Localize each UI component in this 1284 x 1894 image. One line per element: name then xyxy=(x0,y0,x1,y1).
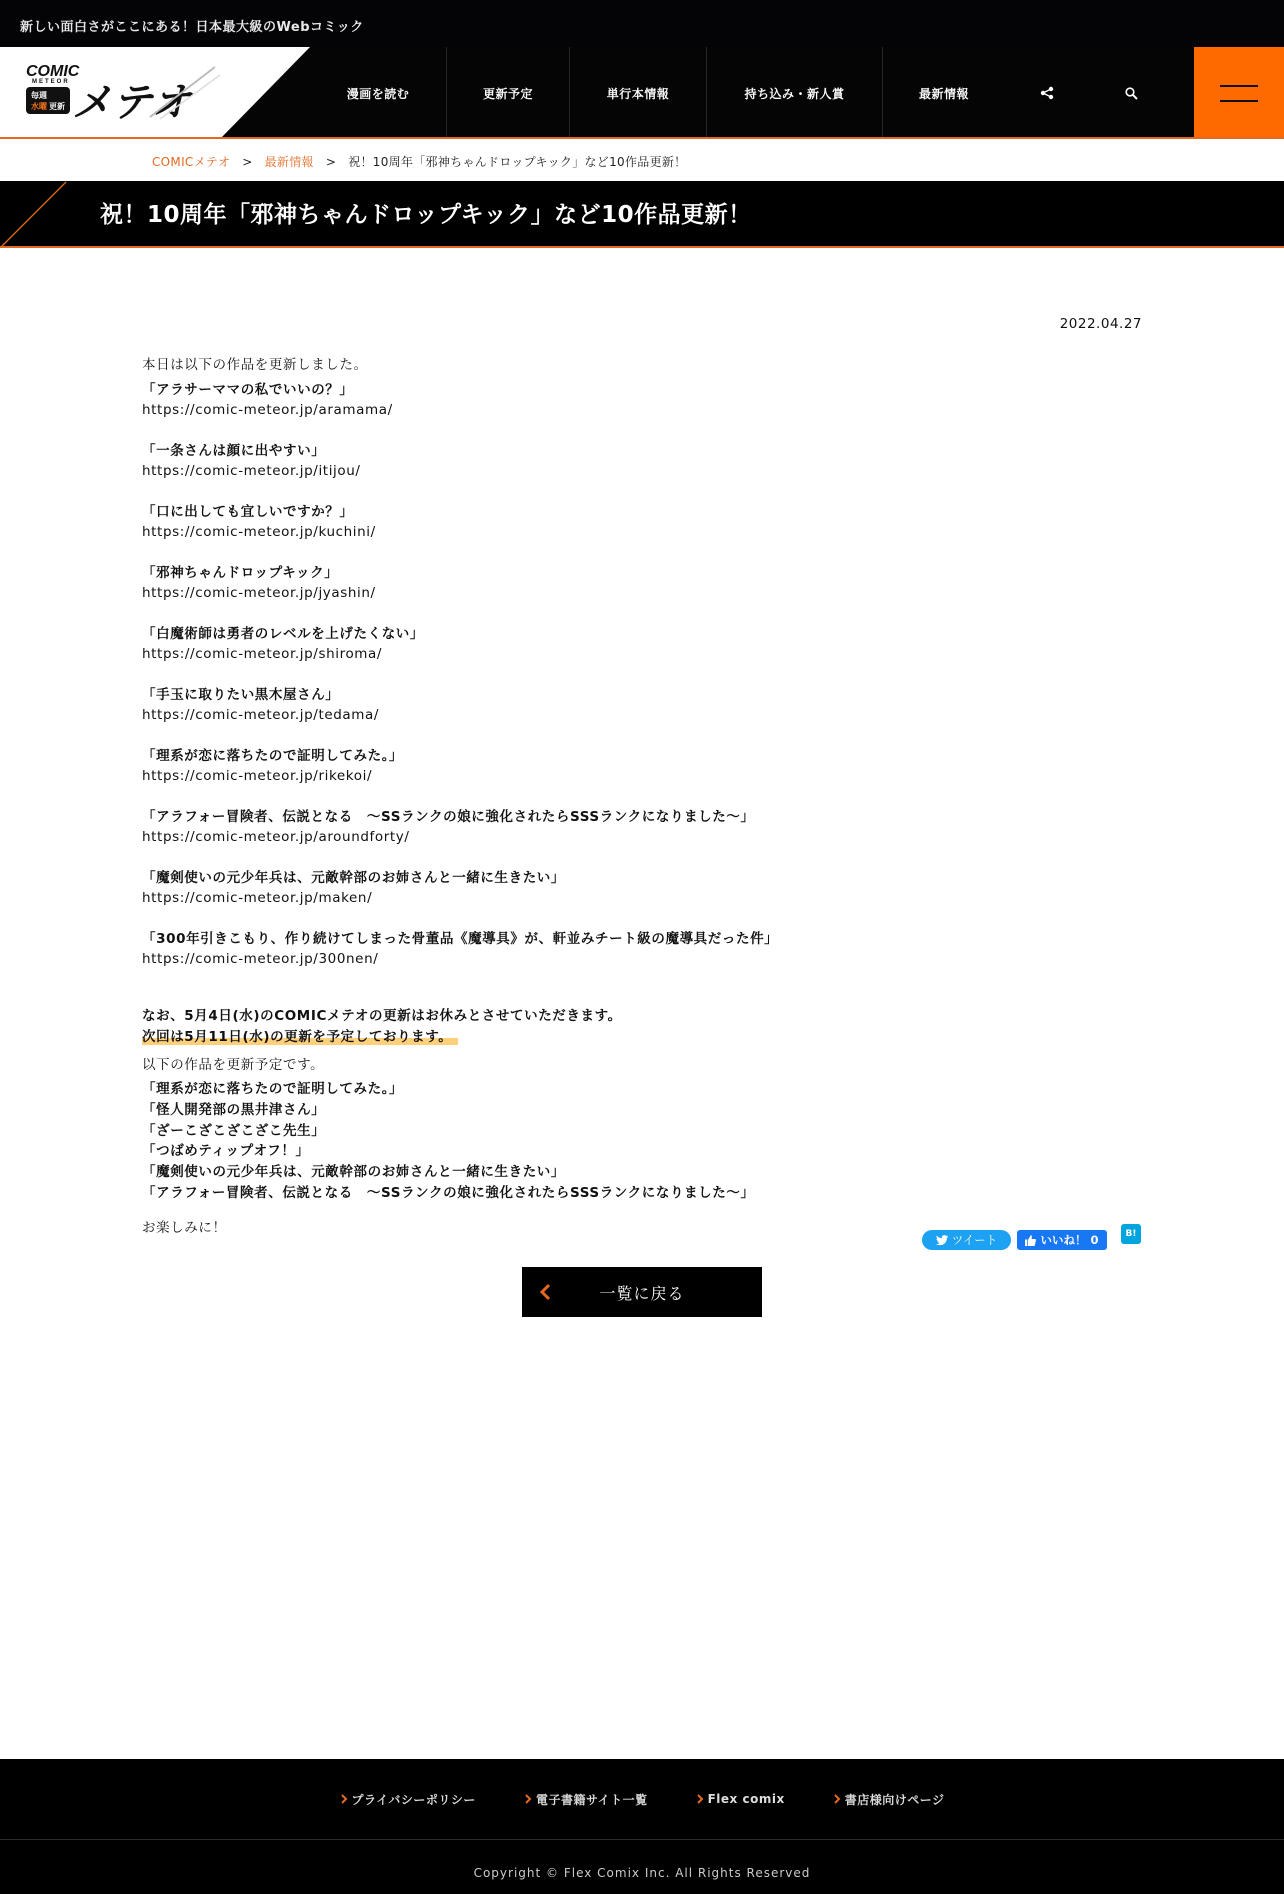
hamburger-menu-icon xyxy=(1220,85,1258,87)
twitter-bird-icon xyxy=(936,1235,948,1245)
footer-link-bookstores[interactable] xyxy=(833,1791,945,1808)
entry-url-link[interactable]: https://comic-meteor.jp/300nen/ xyxy=(142,951,379,967)
nav-label: 最新情報 xyxy=(918,86,969,101)
entry-title: 「一条さんは顔に出やすい」 xyxy=(142,443,326,459)
entry-item xyxy=(142,441,1142,482)
nav-schedule[interactable] xyxy=(446,47,569,139)
entry-title: 「白魔術師は勇者のレベルを上げたくない」 xyxy=(142,626,424,642)
site-footer xyxy=(0,1759,1284,1894)
nav-label: 持ち込み・新人賞 xyxy=(744,86,845,101)
footer-link-flex-comix[interactable] xyxy=(696,1792,785,1806)
chevron-right-icon xyxy=(524,1794,532,1804)
nav-news[interactable] xyxy=(882,47,1005,139)
article-body xyxy=(142,356,1142,1238)
entry-item xyxy=(142,563,1142,604)
hamburger-line xyxy=(1220,100,1258,102)
entry-title: 「アラサーママの私でいいの？」 xyxy=(142,382,354,398)
entry-title: 「理系が恋に落ちたので証明してみた。」 xyxy=(142,748,404,764)
entry-url-link[interactable]: https://comic-meteor.jp/maken/ xyxy=(142,890,373,906)
tweet-button[interactable] xyxy=(922,1230,1011,1250)
upcoming-item: 「ざーこざこざこざこ先生」 xyxy=(142,1122,326,1139)
entry-url-link[interactable]: https://comic-meteor.jp/aroundforty/ xyxy=(142,829,410,845)
chevron-right-icon xyxy=(833,1794,841,1804)
nav-books[interactable] xyxy=(569,47,706,139)
entry-url-link[interactable]: https://comic-meteor.jp/jyashin/ xyxy=(142,585,376,601)
chevron-right-icon xyxy=(340,1794,348,1804)
hatena-label: B! xyxy=(1125,1229,1137,1239)
logo-meteor-text: METEOR xyxy=(32,79,70,85)
entry-title: 「手玉に取りたい黒木屋さん」 xyxy=(142,687,340,703)
entry-title: 「口に出しても宜しいですか？」 xyxy=(142,504,354,520)
logo-graphic xyxy=(0,47,310,139)
chevron-right-icon xyxy=(696,1794,704,1804)
breadcrumb-news[interactable]: 最新情報 xyxy=(264,155,314,169)
entry-item xyxy=(142,807,1142,848)
copyright: Copyright © Flex Comix Inc. All Rights Reserved xyxy=(473,1866,811,1880)
site-header xyxy=(0,47,1284,139)
thumbs-up-icon xyxy=(1025,1235,1036,1246)
header-accent-line xyxy=(0,137,1284,139)
breadcrumb-current: 祝！10周年「邪神ちゃんドロップキック」など10作品更新！ xyxy=(348,155,687,169)
closing-text: お楽しみに！ xyxy=(142,1219,227,1236)
footer-link-label: 電子書籍サイト一覧 xyxy=(535,1792,648,1807)
nav-label: 更新予定 xyxy=(482,86,533,101)
entry-item xyxy=(142,624,1142,665)
back-to-list-button[interactable] xyxy=(522,1267,762,1317)
logo-badge-update: 更新 xyxy=(49,102,65,111)
top-bar xyxy=(0,0,1284,47)
breadcrumb-home[interactable]: COMICメテオ xyxy=(152,155,231,169)
logo-badge-wednesday: 水曜 xyxy=(31,102,47,111)
share-icon[interactable] xyxy=(1005,47,1089,139)
upcoming-item: 「魔剣使いの元少年兵は、元敵幹部のお姉さんと一緒に生きたい」 xyxy=(142,1164,565,1181)
post-date: 2022.04.27 xyxy=(1059,316,1142,332)
entry-item xyxy=(142,685,1142,726)
logo-badge-weekly: 毎週 xyxy=(31,91,47,100)
notice xyxy=(142,1006,1142,1047)
entry-url-link[interactable]: https://comic-meteor.jp/itijou/ xyxy=(142,463,361,479)
back-button-label: 一覧に戻る xyxy=(599,1283,685,1303)
footer-link-label: プライバシーポリシー xyxy=(351,1792,476,1807)
upcoming-list xyxy=(142,1079,1142,1204)
entry-item xyxy=(142,380,1142,421)
nav-label: 漫画を読む xyxy=(346,86,410,101)
hatena-bookmark-button[interactable] xyxy=(1121,1224,1141,1244)
entry-item xyxy=(142,929,1142,970)
entry-url-link[interactable]: https://comic-meteor.jp/tedama/ xyxy=(142,707,380,723)
nav-read-manga[interactable] xyxy=(310,47,446,139)
entry-item xyxy=(142,502,1142,543)
title-decoration xyxy=(0,181,70,248)
breadcrumb-separator: > xyxy=(325,155,337,169)
breadcrumb-separator: > xyxy=(242,155,253,169)
upcoming-item: 「理系が恋に落ちたので証明してみた。」 xyxy=(142,1081,404,1097)
entry-url-link[interactable]: https://comic-meteor.jp/rikekoi/ xyxy=(142,768,373,784)
like-label: いいね！ 0 xyxy=(1040,1233,1099,1247)
entry-item xyxy=(142,746,1142,787)
logo-main-text: メテオ xyxy=(72,80,192,126)
site-tagline: 新しい面白さがここにある！日本最大級のWebコミック xyxy=(20,20,364,35)
footer-links xyxy=(0,1759,1284,1839)
search-icon[interactable] xyxy=(1089,47,1173,139)
logo-comic-text: COMIC xyxy=(26,63,80,80)
tweet-label: ツイート xyxy=(951,1233,998,1247)
entry-url-link[interactable]: https://comic-meteor.jp/aramama/ xyxy=(142,402,393,418)
upcoming-intro: 以下の作品を更新予定です。 xyxy=(142,1057,325,1073)
site-logo[interactable] xyxy=(0,47,310,139)
page-title: 祝！10周年「邪神ちゃんドロップキック」など10作品更新！ xyxy=(100,202,752,228)
notice-line-2-highlight: 次回は5月11日(水)の更新を予定しております。 xyxy=(142,1029,458,1045)
entry-list xyxy=(142,380,1142,970)
title-bar xyxy=(0,181,1284,248)
nav-label: 単行本情報 xyxy=(606,86,670,101)
entry-title: 「魔剣使いの元少年兵は、元敵幹部のお姉さんと一緒に生きたい」 xyxy=(142,870,565,886)
hamburger-menu-button[interactable] xyxy=(1194,47,1284,139)
upcoming-item: 「アラフォー冒険者、伝説となる ～SSランクの娘に強化されたらSSSランクになりました～」 xyxy=(142,1184,755,1201)
entry-url-link[interactable]: https://comic-meteor.jp/shiroma/ xyxy=(142,646,383,662)
entry-item xyxy=(142,868,1142,909)
footer-link-label: Flex comix xyxy=(707,1792,785,1806)
entry-title: 「邪神ちゃんドロップキック」 xyxy=(142,565,339,581)
entry-title: 「アラフォー冒険者、伝説となる ～SSランクの娘に強化されたらSSSランクになりました～」 xyxy=(142,809,755,825)
breadcrumb xyxy=(152,153,686,170)
notice-line-1: なお、5月4日(水)のCOMICメテオの更新はお休みとさせていただきます。 xyxy=(142,1008,622,1024)
nav-submissions[interactable] xyxy=(706,47,882,139)
footer-link-privacy[interactable] xyxy=(340,1791,476,1808)
entry-url-link[interactable]: https://comic-meteor.jp/kuchini/ xyxy=(142,524,376,540)
intro-text: 本日は以下の作品を更新しました。 xyxy=(142,357,368,373)
title-accent-line xyxy=(0,246,1284,248)
upcoming-item: 「つばめティップオフ！」 xyxy=(142,1143,310,1160)
upcoming-item: 「怪人開発部の黒井津さん」 xyxy=(142,1101,326,1118)
facebook-like-button[interactable] xyxy=(1017,1230,1107,1250)
footer-divider xyxy=(0,1839,1284,1840)
footer-link-ebook-sites[interactable] xyxy=(524,1791,648,1808)
footer-link-label: 書店様向けページ xyxy=(844,1792,945,1807)
entry-title: 「300年引きこもり、作り続けてしまった骨董品《魔導具》が、軒並みチート級の魔導具だった件」 xyxy=(142,931,779,947)
chevron-left-icon xyxy=(536,1282,556,1302)
